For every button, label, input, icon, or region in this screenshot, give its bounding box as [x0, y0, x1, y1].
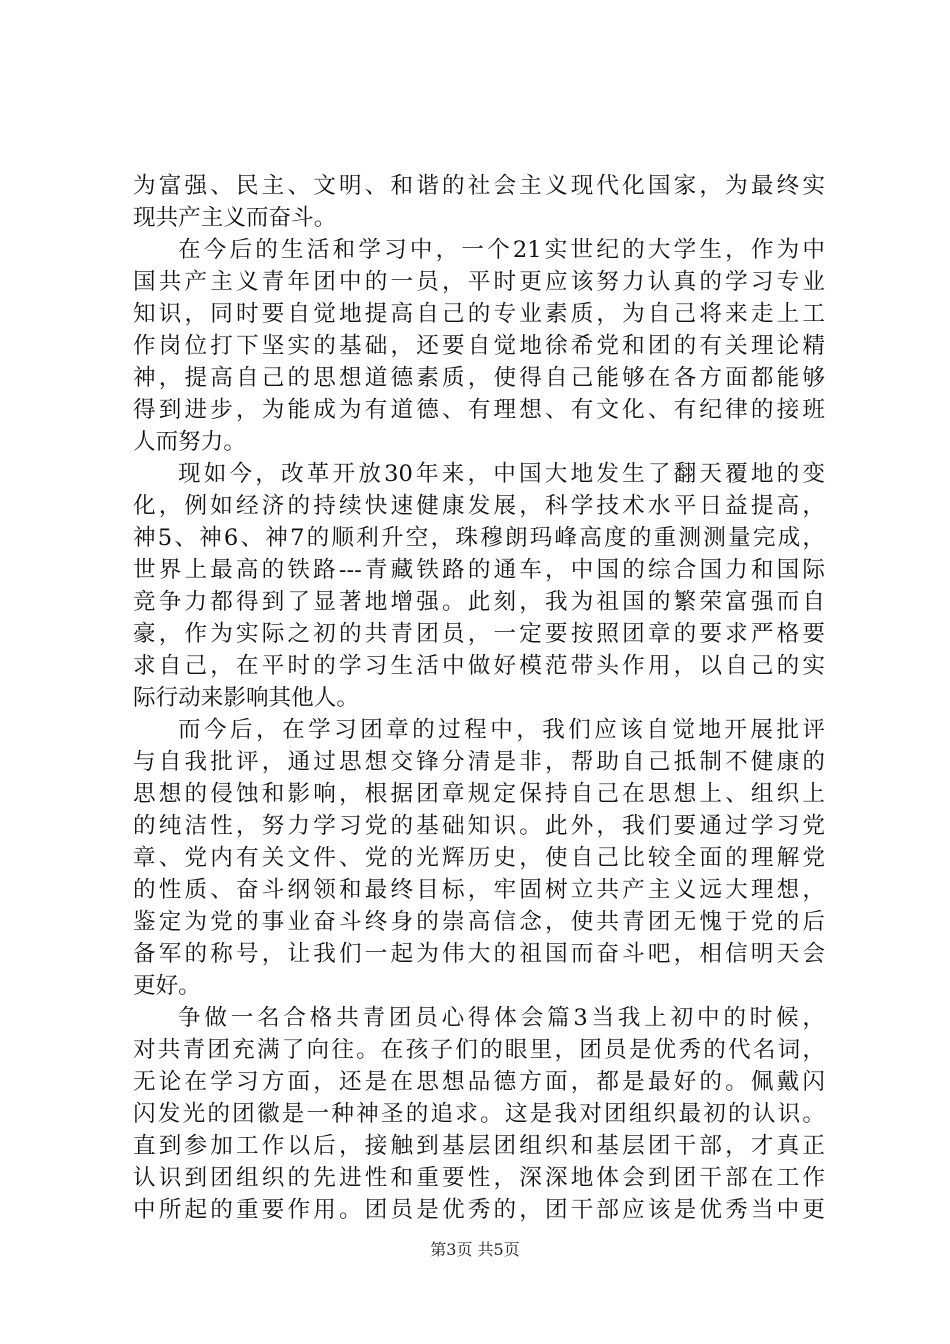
paragraph-first-line: 在今后的生活和学习中，一个21实世纪的大学生，作为中	[178, 237, 825, 263]
paragraph-first-line: 而今后，在学习团章的过程中，我们应该自觉地开展批评	[178, 717, 825, 743]
text-line: 思想的侵蚀和影响，根据团章规定保持自己在思想上、组织上	[133, 781, 825, 807]
text-line: 中所起的重要作用。团员是优秀的，团干部应该是优秀当中更	[133, 1197, 825, 1223]
text-line: 竞争力都得到了显著地增强。此刻，我为祖国的繁荣富强而自	[133, 589, 825, 615]
paragraph-first-line: 争做一名合格共青团员心得体会篇3当我上初中的时候，	[178, 1005, 825, 1031]
text-line: 世界上最高的铁路---青藏铁路的通车，中国的综合国力和国际	[133, 557, 825, 583]
text-line: 无论在学习方面，还是在思想品德方面，都是最好的。佩戴闪	[133, 1069, 825, 1095]
text-line: 的纯洁性，努力学习党的基础知识。此外，我们要通过学习党	[133, 813, 825, 839]
text-line: 备军的称号，让我们一起为伟大的祖国而奋斗吧，相信明天会	[133, 941, 825, 967]
text-line: 豪，作为实际之初的共青团员，一定要按照团章的要求严格要	[133, 621, 825, 647]
text-line: 国共产主义青年团中的一员，平时更应该努力认真的学习专业	[133, 269, 825, 295]
text-line: 更好。	[133, 973, 201, 999]
text-line: 作岗位打下坚实的基础，还要自觉地徐希党和团的有关理论精	[133, 333, 825, 359]
text-line: 神，提高自己的思想道德素质，使得自己能够在各方面都能够	[133, 365, 825, 391]
text-line: 神5、神6、神7的顺利升空，珠穆朗玛峰高度的重测测量完成，	[133, 525, 825, 551]
text-line: 现共产主义而奋斗。	[133, 205, 337, 231]
text-line: 章、党内有关文件、党的光辉历史，使自己比较全面的理解党	[133, 845, 825, 871]
text-line: 化，例如经济的持续快速健康发展，科学技术水平日益提高，	[133, 493, 825, 519]
text-line: 认识到团组织的先进性和重要性，深深地体会到团干部在工作	[133, 1165, 825, 1191]
text-line: 际行动来影响其他人。	[133, 685, 359, 711]
paragraph-first-line: 现如今，改革开放30年来，中国大地发生了翻天覆地的变	[178, 461, 825, 487]
page-number: 第3页 共5页	[430, 1240, 520, 1259]
text-line: 闪发光的团徽是一种神圣的追求。这是我对团组织最初的认识。	[133, 1101, 825, 1127]
text-line: 的性质、奋斗纲领和最终目标，牢固树立共产主义远大理想，	[133, 877, 825, 903]
text-line: 与自我批评，通过思想交锋分清是非，帮助自己抵制不健康的	[133, 749, 825, 775]
text-line: 知识，同时要自觉地提高自己的专业素质，为自己将来走上工	[133, 301, 825, 327]
text-line: 对共青团充满了向往。在孩子们的眼里，团员是优秀的代名词，	[133, 1037, 825, 1063]
text-line: 鉴定为党的事业奋斗终身的崇高信念，使共青团无愧于党的后	[133, 909, 825, 935]
text-line: 人而努力。	[133, 429, 246, 455]
text-line: 直到参加工作以后，接触到基层团组织和基层团干部，才真正	[133, 1133, 825, 1159]
document-body	[133, 170, 825, 1226]
text-line: 为富强、民主、文明、和谐的社会主义现代化国家，为最终实	[133, 173, 825, 199]
text-line: 得到进步，为能成为有道德、有理想、有文化、有纪律的接班	[133, 397, 825, 423]
text-line: 求自己，在平时的学习生活中做好模范带头作用，以自己的实	[133, 653, 825, 679]
